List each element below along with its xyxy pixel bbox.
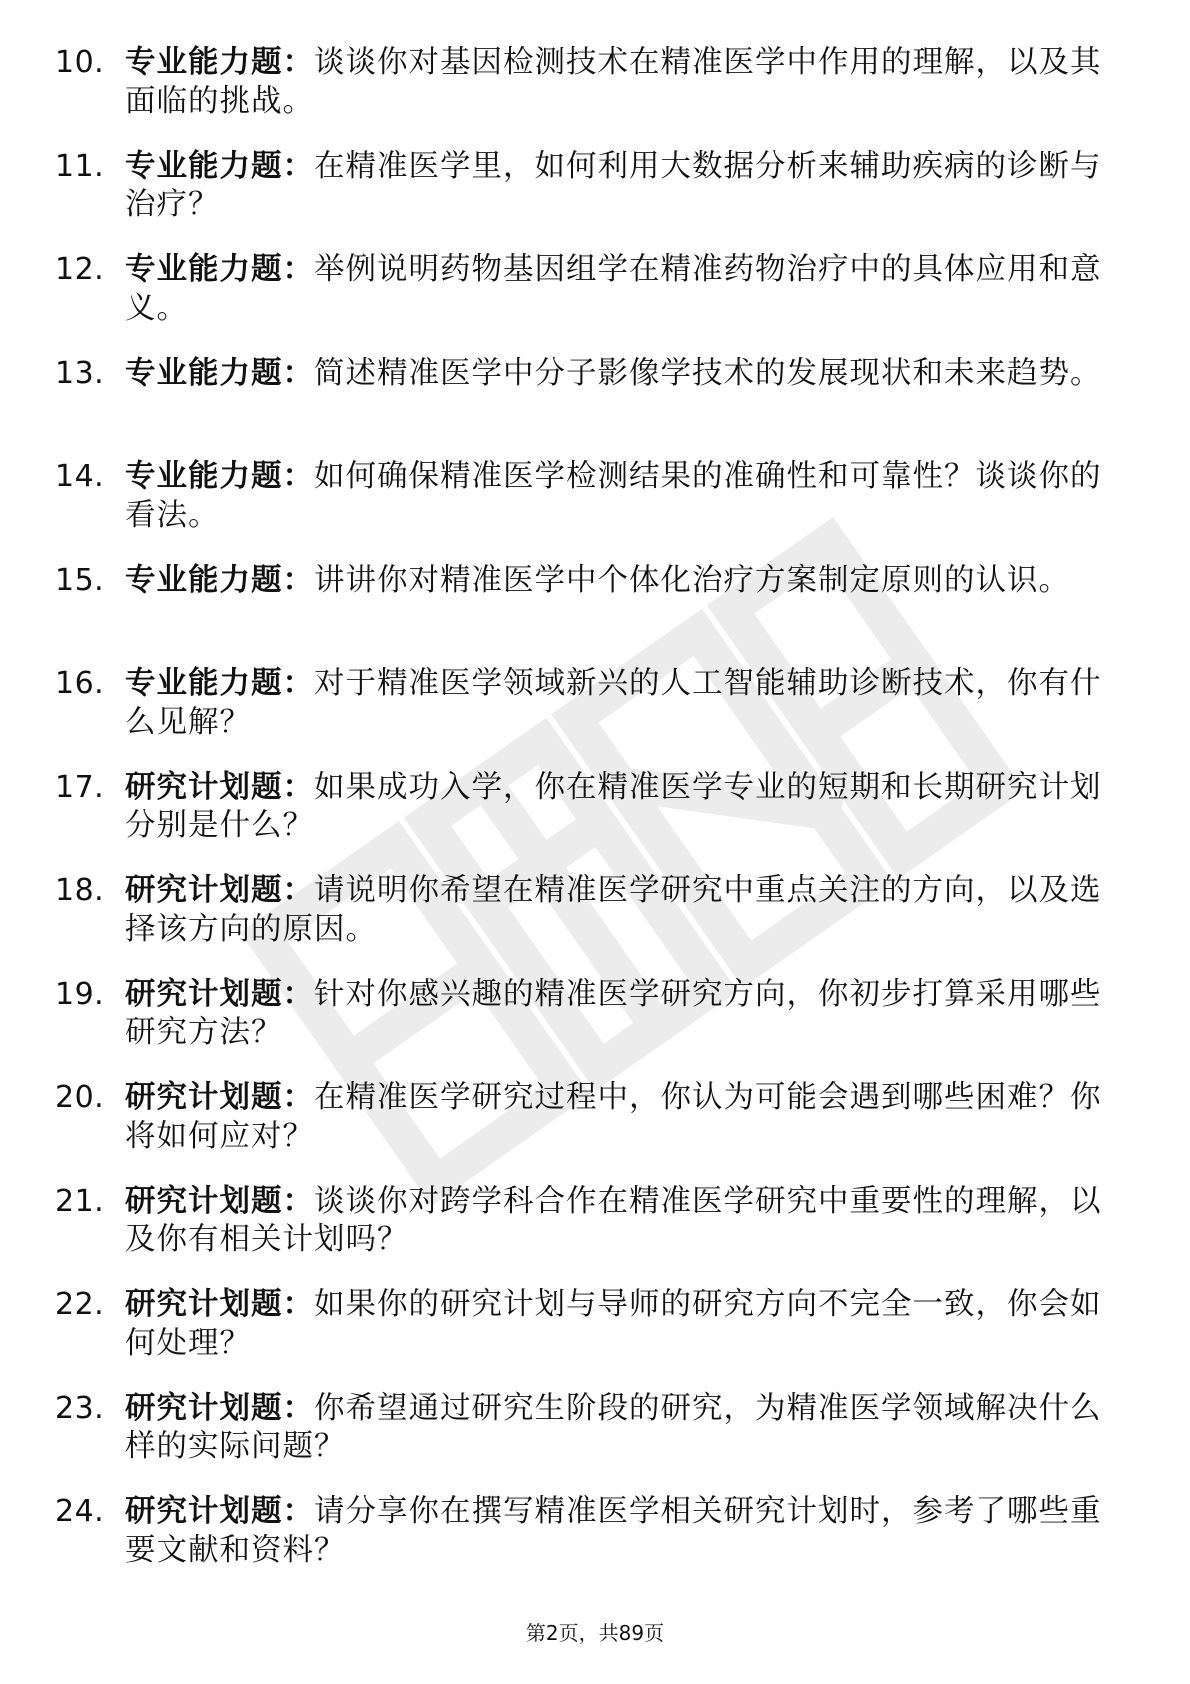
question-body: 请分享你在撰写精准医学相关研究计划时，参考了哪些重要文献和资料？	[125, 1494, 1102, 1568]
question-body: 谈谈你对跨学科合作在精准医学研究中重要性的理解，以及你有相关计划吗？	[125, 1183, 1102, 1257]
list-item	[0, 251, 1190, 355]
question-text	[125, 562, 1110, 601]
question-text	[125, 665, 1110, 742]
question-category: 研究计划题：	[125, 976, 314, 1012]
question-number: 13.	[55, 355, 105, 391]
question-category: 研究计划题：	[125, 1390, 314, 1426]
question-category: 研究计划题：	[125, 1080, 314, 1115]
question-category: 专业能力题：	[125, 148, 314, 184]
question-category: 研究计划题：	[125, 1287, 314, 1322]
list-item	[0, 769, 1190, 873]
list-item	[0, 1493, 1190, 1597]
question-text	[125, 976, 1110, 1053]
question-number: 17.	[55, 769, 105, 805]
question-category: 专业能力题：	[125, 252, 314, 287]
question-text	[125, 872, 1110, 949]
question-number: 19.	[55, 976, 105, 1012]
list-item	[0, 1183, 1190, 1287]
question-text	[125, 1390, 1110, 1467]
question-category: 专业能力题：	[125, 562, 314, 598]
question-body: 对于精准医学领域新兴的人工智能辅助诊断技术，你有什么见解？	[125, 666, 1102, 740]
question-number: 24.	[55, 1494, 105, 1529]
question-list	[0, 44, 1190, 1597]
question-category: 专业能力题：	[125, 666, 314, 701]
question-category: 研究计划题：	[125, 873, 314, 908]
question-body: 请说明你希望在精准医学研究中重点关注的方向，以及选择该方向的原因。	[125, 873, 1102, 947]
question-category: 研究计划题：	[125, 769, 314, 805]
question-number: 11.	[55, 148, 105, 184]
question-text	[125, 1183, 1110, 1260]
question-category: 专业能力题：	[125, 459, 314, 494]
list-item	[0, 976, 1190, 1080]
question-number: 16.	[55, 666, 105, 701]
question-body: 在精准医学里，如何利用大数据分析来辅助疾病的诊断与治疗？	[125, 148, 1102, 222]
list-item	[0, 562, 1190, 666]
list-item	[0, 148, 1190, 252]
question-text	[125, 1079, 1110, 1156]
question-body: 在精准医学研究过程中，你认为可能会遇到哪些困难？你将如何应对？	[125, 1080, 1102, 1154]
question-number: 12.	[55, 252, 105, 287]
question-number: 15.	[55, 562, 105, 598]
question-number: 20.	[55, 1080, 105, 1115]
question-body: 简述精准医学中分子影像学技术的发展现状和未来趋势。	[314, 355, 1102, 391]
list-item	[0, 355, 1190, 459]
question-body: 如果你的研究计划与导师的研究方向不完全一致，你会如何处理？	[125, 1287, 1102, 1361]
question-number: 14.	[55, 459, 105, 494]
question-category: 专业能力题：	[125, 355, 314, 391]
question-body: 谈谈你对基因检测技术在精准医学中作用的理解，以及其面临的挑战。	[125, 45, 1102, 119]
question-number: 22.	[55, 1287, 105, 1322]
question-number: 18.	[55, 873, 105, 908]
question-body: 讲讲你对精准医学中个体化治疗方案制定原则的认识。	[314, 562, 1070, 598]
question-number: 21.	[55, 1183, 105, 1219]
list-item	[0, 1079, 1190, 1183]
question-category: 专业能力题：	[125, 45, 314, 80]
question-text	[125, 769, 1110, 846]
list-item	[0, 1286, 1190, 1390]
list-item	[0, 1390, 1190, 1494]
question-body: 举例说明药物基因组学在精准药物治疗中的具体应用和意义。	[125, 252, 1102, 326]
question-text	[125, 148, 1110, 225]
list-item	[0, 44, 1190, 148]
question-category: 研究计划题：	[125, 1183, 314, 1219]
question-category: 研究计划题：	[125, 1494, 314, 1529]
question-text	[125, 44, 1110, 121]
question-text	[125, 1286, 1110, 1363]
question-body: 你希望通过研究生阶段的研究，为精准医学领域解决什么样的实际问题？	[125, 1390, 1102, 1464]
question-text	[125, 355, 1110, 394]
question-text	[125, 458, 1110, 535]
question-number: 10.	[55, 45, 105, 80]
question-number: 23.	[55, 1390, 105, 1426]
question-text	[125, 251, 1110, 328]
question-body: 如何确保精准医学检测结果的准确性和可靠性？谈谈你的看法。	[125, 459, 1102, 533]
list-item	[0, 665, 1190, 769]
question-body: 针对你感兴趣的精准医学研究方向，你初步打算采用哪些研究方法？	[125, 976, 1102, 1050]
page-indicator: 第2页，共89页	[525, 1621, 665, 1645]
question-body: 如果成功入学，你在精准医学专业的短期和长期研究计划分别是什么？	[125, 769, 1102, 843]
question-text	[125, 1493, 1110, 1570]
list-item	[0, 872, 1190, 976]
list-item	[0, 458, 1190, 562]
